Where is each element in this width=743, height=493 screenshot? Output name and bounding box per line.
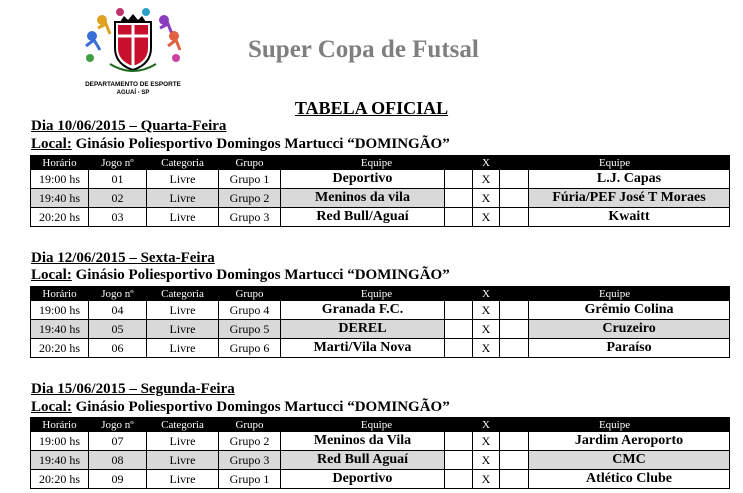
col-group-header: Grupo xyxy=(219,156,281,170)
blank-cell xyxy=(445,301,473,320)
game-group: Grupo 1 xyxy=(219,170,281,189)
col-category-header: Categoria xyxy=(147,156,219,170)
versus-mark: X xyxy=(473,451,500,470)
blank-cell xyxy=(500,189,529,208)
section-2-location xyxy=(31,267,450,284)
versus-mark: X xyxy=(473,339,500,358)
col-x-header: X xyxy=(473,287,500,301)
game-category: Livre xyxy=(147,301,219,320)
game-number: 05 xyxy=(89,320,147,339)
home-team: Red Bull/Aguaí xyxy=(281,208,445,227)
table-row xyxy=(31,470,730,489)
game-category: Livre xyxy=(147,320,219,339)
game-group: Grupo 1 xyxy=(219,470,281,489)
game-category: Livre xyxy=(147,339,219,358)
versus-mark: X xyxy=(473,470,500,489)
section-2-date: Dia 12/06/2015 – Sexta-Feira xyxy=(31,250,215,266)
logo-text-line1: DEPARTAMENTO DE ESPORTE xyxy=(85,81,181,88)
home-team: Meninos da Vila xyxy=(281,432,445,451)
game-time: 19:40 hs xyxy=(31,189,89,208)
games-table-1 xyxy=(30,155,730,227)
blank-cell xyxy=(445,470,473,489)
away-team: Kwaitt xyxy=(529,208,730,227)
table-row xyxy=(31,451,730,470)
game-number: 07 xyxy=(89,432,147,451)
game-number: 09 xyxy=(89,470,147,489)
col-category-header: Categoria xyxy=(147,287,219,301)
game-category: Livre xyxy=(147,170,219,189)
table-row xyxy=(31,320,730,339)
game-number: 06 xyxy=(89,339,147,358)
game-category: Livre xyxy=(147,451,219,470)
blank-cell xyxy=(500,208,529,227)
away-team: Atlético Clube xyxy=(529,470,730,489)
versus-mark: X xyxy=(473,432,500,451)
col-group-header: Grupo xyxy=(219,418,281,432)
game-number: 02 xyxy=(89,189,147,208)
location-label: Local: xyxy=(31,399,72,415)
game-time: 19:00 hs xyxy=(31,432,89,451)
table-row xyxy=(31,339,730,358)
table-row xyxy=(31,432,730,451)
game-category: Livre xyxy=(147,432,219,451)
col-game-header: Jogo nº xyxy=(89,287,147,301)
table-row xyxy=(31,208,730,227)
blank-cell xyxy=(500,170,529,189)
game-group: Grupo 2 xyxy=(219,189,281,208)
location-value: Ginásio Poliesportivo Domingos Martucci “DOMINGÃO” xyxy=(71,267,450,283)
col-team2-header: Equipe xyxy=(500,156,730,170)
away-team: Grêmio Colina xyxy=(529,301,730,320)
game-number: 08 xyxy=(89,451,147,470)
page-title: Super Copa de Futsal xyxy=(248,36,479,63)
blank-cell xyxy=(445,451,473,470)
versus-mark: X xyxy=(473,189,500,208)
blank-cell xyxy=(445,208,473,227)
section-3-date: Dia 15/06/2015 – Segunda-Feira xyxy=(31,381,235,397)
game-time: 20:20 hs xyxy=(31,339,89,358)
col-category-header: Categoria xyxy=(147,418,219,432)
col-team1-header: Equipe xyxy=(281,418,473,432)
location-value: Ginásio Poliesportivo Domingos Martucci “DOMINGÃO” xyxy=(71,136,450,152)
table-row xyxy=(31,189,730,208)
crest-icon xyxy=(80,6,186,98)
home-team: DEREL xyxy=(281,320,445,339)
game-category: Livre xyxy=(147,208,219,227)
versus-mark: X xyxy=(473,208,500,227)
blank-cell xyxy=(500,451,529,470)
game-category: Livre xyxy=(147,189,219,208)
col-x-header: X xyxy=(473,156,500,170)
game-number: 03 xyxy=(89,208,147,227)
col-x-header: X xyxy=(473,418,500,432)
away-team: CMC xyxy=(529,451,730,470)
department-logo xyxy=(80,6,186,98)
home-team: Deportivo xyxy=(281,470,445,489)
section-1-date: Dia 10/06/2015 – Quarta-Feira xyxy=(31,118,227,134)
home-team: Granada F.C. xyxy=(281,301,445,320)
away-team: Jardim Aeroporto xyxy=(529,432,730,451)
col-team1-header: Equipe xyxy=(281,287,473,301)
home-team: Meninos da vila xyxy=(281,189,445,208)
game-number: 01 xyxy=(89,170,147,189)
away-team: Paraíso xyxy=(529,339,730,358)
col-time-header: Horário xyxy=(31,156,89,170)
blank-cell xyxy=(445,320,473,339)
away-team: Fúria/PEF José T Moraes xyxy=(529,189,730,208)
game-number: 04 xyxy=(89,301,147,320)
table-header xyxy=(31,287,730,301)
game-time: 20:20 hs xyxy=(31,470,89,489)
away-team: L.J. Capas xyxy=(529,170,730,189)
blank-cell xyxy=(445,170,473,189)
game-time: 20:20 hs xyxy=(31,208,89,227)
blank-cell xyxy=(500,320,529,339)
table-header xyxy=(31,156,730,170)
col-time-header: Horário xyxy=(31,418,89,432)
game-time: 19:00 hs xyxy=(31,170,89,189)
game-group: Grupo 3 xyxy=(219,451,281,470)
game-time: 19:00 hs xyxy=(31,301,89,320)
col-group-header: Grupo xyxy=(219,287,281,301)
games-table-3 xyxy=(30,417,730,489)
versus-mark: X xyxy=(473,320,500,339)
page-subtitle: TABELA OFICIAL xyxy=(294,98,449,118)
section-3-location xyxy=(31,399,450,416)
blank-cell xyxy=(500,432,529,451)
location-value: Ginásio Poliesportivo Domingos Martucci “DOMINGÃO” xyxy=(71,399,450,415)
section-1-location xyxy=(31,136,450,153)
home-team: Deportivo xyxy=(281,170,445,189)
blank-cell xyxy=(445,189,473,208)
blank-cell xyxy=(500,339,529,358)
versus-mark: X xyxy=(473,170,500,189)
blank-cell xyxy=(445,339,473,358)
col-team2-header: Equipe xyxy=(500,287,730,301)
versus-mark: X xyxy=(473,301,500,320)
col-game-header: Jogo nº xyxy=(89,418,147,432)
game-category: Livre xyxy=(147,470,219,489)
table-row xyxy=(31,301,730,320)
game-group: Grupo 3 xyxy=(219,208,281,227)
game-group: Grupo 4 xyxy=(219,301,281,320)
col-time-header: Horário xyxy=(31,287,89,301)
blank-cell xyxy=(500,301,529,320)
home-team: Marti/Vila Nova xyxy=(281,339,445,358)
game-group: Grupo 5 xyxy=(219,320,281,339)
table-header xyxy=(31,418,730,432)
game-time: 19:40 hs xyxy=(31,451,89,470)
col-team2-header: Equipe xyxy=(500,418,730,432)
blank-cell xyxy=(500,470,529,489)
blank-cell xyxy=(445,432,473,451)
location-label: Local: xyxy=(31,267,72,283)
game-group: Grupo 6 xyxy=(219,339,281,358)
game-group: Grupo 2 xyxy=(219,432,281,451)
logo-text-line2: AGUAÍ - SP xyxy=(116,90,150,96)
col-team1-header: Equipe xyxy=(281,156,473,170)
col-game-header: Jogo nº xyxy=(89,156,147,170)
away-team: Cruzeiro xyxy=(529,320,730,339)
game-time: 19:40 hs xyxy=(31,320,89,339)
home-team: Red Bull Aguaí xyxy=(281,451,445,470)
location-label: Local: xyxy=(31,136,72,152)
games-table-2 xyxy=(30,286,730,358)
table-row xyxy=(31,170,730,189)
